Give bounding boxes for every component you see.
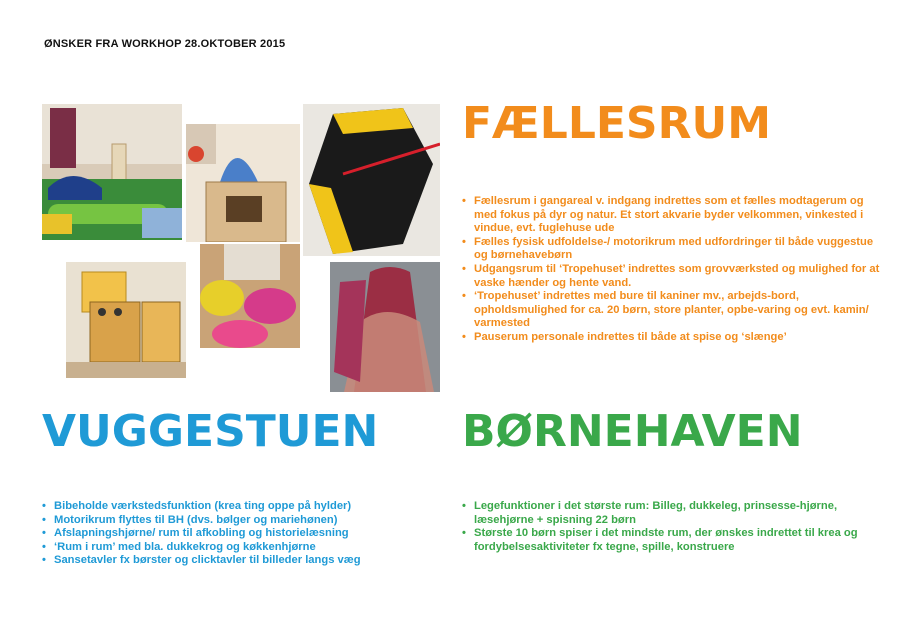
photo-bean-bags [200, 244, 300, 348]
photo-hammock [303, 104, 440, 256]
list-faellesrum [462, 195, 882, 345]
list-bornehaven [462, 500, 882, 554]
list-item: • Fællesrum i gangareal v. indgang indrettes som et fælles modtagerum og med fokus på dyr og natur. Et stort akvarie byder velkommen, vinkested i vindue, evt. fuglehuse ude [462, 195, 882, 236]
list-item: • Fælles fysisk udfoldelse-/ motorikrum med udfordringer til både vuggestue og børnehavebørn [462, 236, 882, 263]
list-item: • ‘Rum i rum’ med bla. dukkekrog og køkkenhjørne [42, 541, 452, 555]
list-item: • Sansetavler fx børster og clicktavler til billeder langs væg [42, 554, 452, 568]
list-item: • ‘Tropehuset’ indrettes med bure til kaniner mv., arbejds-bord, opholdsmulighed for ca. 20 børn, store planter, opbe-varing og evt. kamin/ varmested [462, 290, 882, 331]
page-heading: ØNSKER FRA WORKHOP 28.OKTOBER 2015 [44, 38, 286, 50]
list-item: • Legefunktioner i det største rum: Billeg, dukkeleg, prinsesse-hjørne, læsehjørne + spisning 22 børn [462, 500, 882, 527]
list-item: • Udgangsrum til ‘Tropehuset’ indrettes som grovværksted og mulighed for at vaske hænder og hente vand. [462, 263, 882, 290]
photo-play-kitchen [66, 262, 186, 378]
title-faellesrum: FÆLLESRUM [462, 98, 772, 149]
list-item: • Bibeholde værkstedsfunktion (krea ting oppe på hylder) [42, 500, 452, 514]
list-item: • Motorikrum flyttes til BH (dvs. bølger og mariehønen) [42, 514, 452, 528]
list-item: • Største 10 børn spiser i det mindste rum, der ønskes indrettet til krea og fordybelsesaktiviteter fx tegne, spille, konstruere [462, 527, 882, 554]
photo-play-house [186, 124, 300, 242]
photo-dress-up [330, 262, 440, 392]
list-item: • Pauserum personale indrettes til både at spise og ‘slænge’ [462, 331, 882, 345]
photo-motor-room [42, 104, 182, 240]
title-vuggestuen: VUGGESTUEN [42, 406, 379, 457]
list-vuggestuen [42, 500, 452, 568]
title-bornehaven: BØRNEHAVEN [462, 406, 803, 457]
list-item: • Afslapningshjørne/ rum til afkobling og historielæsning [42, 527, 452, 541]
